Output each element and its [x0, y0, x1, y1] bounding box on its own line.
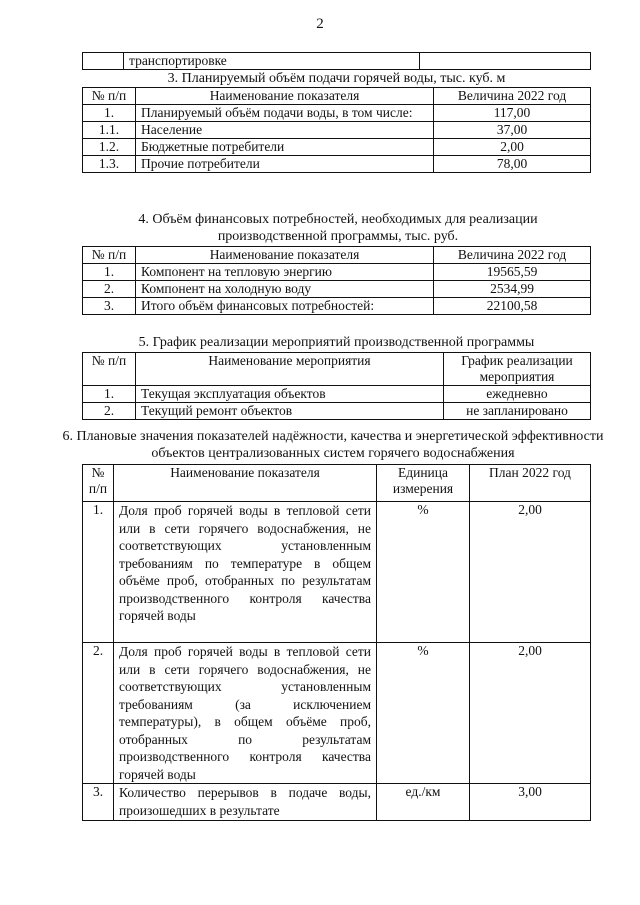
section4-table [82, 246, 591, 315]
row-name: Доля проб горячей воды в тепловой сети или в сети горячего водоснабжения, не соответствующих установленным требованиям (за исключением температуры), в общем объёме проб, отобранных по результатам производственного контроля качества горячей воды [114, 643, 377, 784]
row-value: 37,00 [434, 122, 591, 139]
row-unit: % [377, 643, 470, 784]
row-num: 1. [83, 386, 136, 403]
header-num: № п/п [83, 88, 136, 105]
row-num: 2. [83, 643, 114, 784]
table-row [83, 264, 591, 281]
header-name: Наименование показателя [114, 465, 377, 502]
row-name: Бюджетные потребители [136, 139, 434, 156]
table-row [83, 298, 591, 315]
row-value: ежедневно [444, 386, 591, 403]
row-num: 3. [83, 784, 114, 821]
row-name: Доля проб горячей воды в тепловой сети или в сети горячего водоснабжения, не соответствующих установленным требованиям по температуре в общем объёме проб, отобранных по результатам производственного контроля качества горячей воды [114, 502, 377, 643]
header-unit: Единица измерения [377, 465, 470, 502]
row-unit: ед./км [377, 784, 470, 821]
header-name: Наименование показателя [136, 88, 434, 105]
row-name: Компонент на тепловую энергию [136, 264, 434, 281]
header-num: № п/п [83, 353, 136, 386]
row-num: 1. [83, 105, 136, 122]
header-value: Величина 2022 год [434, 247, 591, 264]
row-num: 3. [83, 298, 136, 315]
header-name: Наименование мероприятия [136, 353, 444, 386]
header-value: Величина 2022 год [434, 88, 591, 105]
row-name: Компонент на холодную воду [136, 281, 434, 298]
carry-over-table [82, 52, 591, 70]
row-name: Население [136, 122, 434, 139]
row-num: 1. [83, 502, 114, 643]
row-num: 2. [83, 281, 136, 298]
row-num: 1.1. [83, 122, 136, 139]
row-value: 2,00 [434, 139, 591, 156]
table-row [83, 386, 591, 403]
row-name: Планируемый объём подачи воды, в том числе: [136, 105, 434, 122]
page-number: 2 [316, 16, 324, 32]
header-value: График реализации мероприятия [444, 353, 591, 386]
section4-title: 4. Объём финансовых потребностей, необходимых для реализации производственной программы, тыс. руб. [138, 212, 538, 244]
section5-title: 5. График реализации мероприятий производственной программы [138, 335, 535, 350]
row-value: 2534,99 [434, 281, 591, 298]
row-value: не запланировано [444, 403, 591, 420]
row-num: 1.2. [83, 139, 136, 156]
table-row [83, 105, 591, 122]
row-num: 2. [83, 403, 136, 420]
table-row [83, 403, 591, 420]
section6-title: 6. Плановые значения показателей надёжности, качества и энергетической эффективности объектов централизованных систем горячего водоснабжения [62, 429, 604, 461]
table-row [83, 281, 591, 298]
row-plan: 3,00 [470, 784, 591, 821]
table-row [83, 502, 591, 643]
row-num: 1. [83, 264, 136, 281]
table-header-row [83, 353, 591, 386]
row-value: 78,00 [434, 156, 591, 173]
header-num: № п/п [83, 465, 114, 502]
header-plan: План 2022 год [470, 465, 591, 502]
section3-table [82, 87, 591, 173]
section3-title: 3. Планируемый объём подачи горячей воды, тыс. куб. м [167, 71, 506, 86]
row-plan: 2,00 [470, 502, 591, 643]
table-row [83, 156, 591, 173]
row-value: 19565,59 [434, 264, 591, 281]
row-name: Прочие потребители [136, 156, 434, 173]
row-name: Итого объём финансовых потребностей: [136, 298, 434, 315]
table-row [83, 784, 591, 821]
row-value: 117,00 [434, 105, 591, 122]
carry-over-name: транспортировке [124, 53, 420, 70]
row-name: Текущий ремонт объектов [136, 403, 444, 420]
table-row [83, 53, 591, 70]
table-header-row [83, 465, 591, 502]
table-header-row [83, 247, 591, 264]
row-unit: % [377, 502, 470, 643]
row-name: Текущая эксплуатация объектов [136, 386, 444, 403]
table-row [83, 643, 591, 784]
row-value: 22100,58 [434, 298, 591, 315]
row-num: 1.3. [83, 156, 136, 173]
section6-table [82, 464, 591, 821]
header-num: № п/п [83, 247, 136, 264]
table-header-row [83, 88, 591, 105]
section5-table [82, 352, 591, 420]
table-row [83, 122, 591, 139]
row-name: Количество перерывов в подаче воды, произошедших в результате [114, 784, 377, 821]
header-name: Наименование показателя [136, 247, 434, 264]
row-plan: 2,00 [470, 643, 591, 784]
table-row [83, 139, 591, 156]
